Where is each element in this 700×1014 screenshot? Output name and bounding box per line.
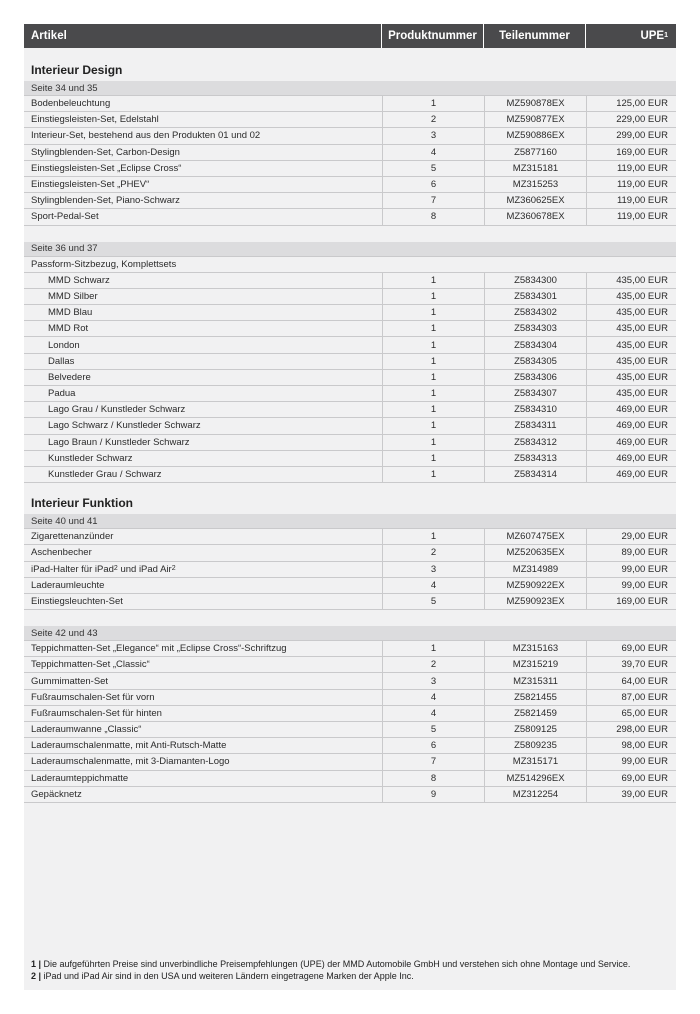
cell-produktnummer: 1 [382, 451, 484, 466]
table-row [24, 594, 676, 610]
cell-artikel [24, 738, 382, 753]
artikel-text: Lago Schwarz / Kunstleder Schwarz [48, 420, 201, 432]
cell-produktnummer: 4 [382, 706, 484, 721]
table-row [24, 177, 676, 193]
table-row [24, 529, 676, 545]
cell-upe: 99,00 EUR [586, 754, 676, 769]
artikel-text: Kunstleder Schwarz [48, 452, 133, 464]
artikel-text: Zigarettenanzünder [31, 531, 114, 543]
artikel-text: MMD Blau [48, 307, 93, 319]
artikel-text: Padua [48, 388, 76, 400]
cell-teilenummer: MZ360625EX [484, 193, 586, 208]
cell-produktnummer: 6 [382, 738, 484, 753]
cell-artikel [24, 451, 382, 466]
table-row [24, 787, 676, 803]
cell-produktnummer: 1 [382, 273, 484, 288]
artikel-text: Stylingblenden-Set, Carbon-Design [31, 146, 180, 158]
table-row [24, 418, 676, 434]
cell-teilenummer: Z5834306 [484, 370, 586, 385]
artikel-text: Einstiegsleisten-Set, Edelstahl [31, 114, 159, 126]
cell-teilenummer: MZ314989 [484, 562, 586, 577]
cell-upe: 469,00 EUR [586, 451, 676, 466]
group-label-row [24, 257, 676, 273]
cell-artikel [24, 771, 382, 786]
table-row [24, 451, 676, 467]
cell-upe: 119,00 EUR [586, 161, 676, 176]
cell-artikel [24, 467, 382, 482]
cell-teilenummer: MZ590878EX [484, 96, 586, 111]
cell-produktnummer: 9 [382, 787, 484, 802]
cell-upe: 65,00 EUR [586, 706, 676, 721]
header-artikel: Artikel [24, 24, 382, 48]
table-row [24, 738, 676, 754]
artikel-text: Teppichmatten-Set „Classic“ [31, 659, 150, 671]
group-label: Passform-Sitzbezug, Komplettsets [31, 258, 177, 270]
table-row [24, 193, 676, 209]
cell-teilenummer: MZ590923EX [484, 594, 586, 609]
cell-produktnummer: 5 [382, 722, 484, 737]
cell-artikel [24, 641, 382, 656]
cell-teilenummer: Z5821455 [484, 690, 586, 705]
cell-produktnummer: 1 [382, 467, 484, 482]
page-reference: Seite 42 und 43 [24, 626, 676, 641]
cell-teilenummer: MZ590886EX [484, 128, 586, 143]
table-row [24, 386, 676, 402]
page-reference: Seite 34 und 35 [24, 81, 676, 96]
artikel-text: Laderaumleuchte [31, 579, 105, 591]
cell-upe: 469,00 EUR [586, 435, 676, 450]
cell-teilenummer: MZ315219 [484, 657, 586, 672]
table-body [24, 48, 676, 803]
cell-upe: 435,00 EUR [586, 337, 676, 352]
cell-artikel [24, 128, 382, 143]
cell-upe: 99,00 EUR [586, 562, 676, 577]
artikel-text: Stylingblenden-Set, Piano-Schwarz [31, 195, 180, 207]
footnote-1 [31, 958, 671, 970]
header-teilenummer: Teilenummer [484, 24, 586, 48]
cell-upe: 39,00 EUR [586, 787, 676, 802]
cell-artikel [24, 657, 382, 672]
table-row [24, 641, 676, 657]
cell-upe: 119,00 EUR [586, 177, 676, 192]
artikel-text: Bodenbeleuchtung [31, 98, 111, 110]
cell-produktnummer: 5 [382, 594, 484, 609]
footnote-2-number: 2 | [31, 971, 42, 981]
artikel-text: Lago Braun / Kunstleder Schwarz [48, 436, 190, 448]
artikel-text: iPad-Halter für iPad [31, 563, 114, 575]
cell-teilenummer: Z5834301 [484, 289, 586, 304]
page-reference: Seite 40 und 41 [24, 514, 676, 529]
cell-artikel [24, 787, 382, 802]
artikel-text: Laderaumwanne „Classic“ [31, 724, 142, 736]
cell-teilenummer: MZ312254 [484, 787, 586, 802]
cell-teilenummer: Z5834311 [484, 418, 586, 433]
cell-artikel [24, 145, 382, 160]
price-list-page [24, 24, 676, 990]
artikel-text: Dallas [48, 355, 75, 367]
cell-artikel [24, 386, 382, 401]
table-row [24, 706, 676, 722]
cell-artikel [24, 354, 382, 369]
footnote-1-number: 1 | [31, 959, 42, 969]
table-row [24, 96, 676, 112]
cell-teilenummer: MZ315253 [484, 177, 586, 192]
artikel-text: Einstiegsleisten-Set „Eclipse Cross“ [31, 162, 182, 174]
cell-produktnummer: 1 [382, 529, 484, 544]
cell-artikel [24, 273, 382, 288]
cell-produktnummer: 1 [382, 337, 484, 352]
artikel-text: MMD Silber [48, 290, 98, 302]
cell-produktnummer: 1 [382, 435, 484, 450]
artikel-text: Fußraumschalen-Set für hinten [31, 707, 162, 719]
cell-teilenummer: Z5877160 [484, 145, 586, 160]
cell-produktnummer: 1 [382, 402, 484, 417]
cell-upe: 435,00 EUR [586, 370, 676, 385]
cell-produktnummer: 4 [382, 690, 484, 705]
cell-upe: 435,00 EUR [586, 354, 676, 369]
cell-teilenummer: MZ315171 [484, 754, 586, 769]
artikel-text: Interieur-Set, bestehend aus den Produkten 01 und 02 [31, 130, 261, 142]
cell-upe: 69,00 EUR [586, 641, 676, 656]
group-spacer [24, 610, 676, 626]
cell-teilenummer: MZ360678EX [484, 209, 586, 224]
cell-artikel [24, 722, 382, 737]
cell-teilenummer: MZ315163 [484, 641, 586, 656]
artikel-text: Aschenbecher [31, 547, 92, 559]
cell-produktnummer: 6 [382, 177, 484, 192]
table-header [24, 24, 676, 48]
cell-teilenummer: MZ607475EX [484, 529, 586, 544]
artikel-text: Belvedere [48, 371, 91, 383]
cell-teilenummer: Z5834307 [484, 386, 586, 401]
cell-upe: 64,00 EUR [586, 673, 676, 688]
cell-produktnummer: 1 [382, 305, 484, 320]
table-row [24, 562, 676, 578]
cell-artikel [24, 321, 382, 336]
artikel-text: Laderaumteppichmatte [31, 772, 129, 784]
artikel-text: MMD Rot [48, 323, 89, 335]
cell-produktnummer: 1 [382, 321, 484, 336]
cell-upe: 469,00 EUR [586, 418, 676, 433]
artikel-text: Einstiegsleuchten-Set [31, 595, 123, 607]
cell-artikel [24, 402, 382, 417]
cell-upe: 435,00 EUR [586, 321, 676, 336]
table-row [24, 145, 676, 161]
cell-upe: 469,00 EUR [586, 467, 676, 482]
cell-artikel [24, 418, 382, 433]
table-row [24, 754, 676, 770]
table-row [24, 690, 676, 706]
table-row [24, 771, 676, 787]
cell-produktnummer: 8 [382, 771, 484, 786]
cell-teilenummer: Z5809235 [484, 738, 586, 753]
cell-produktnummer: 5 [382, 161, 484, 176]
cell-artikel [24, 193, 382, 208]
cell-upe: 89,00 EUR [586, 545, 676, 560]
cell-upe: 119,00 EUR [586, 193, 676, 208]
cell-artikel [24, 754, 382, 769]
cell-produktnummer: 8 [382, 209, 484, 224]
cell-produktnummer: 1 [382, 289, 484, 304]
cell-artikel [24, 161, 382, 176]
cell-teilenummer: MZ315311 [484, 673, 586, 688]
artikel-text: London [48, 339, 80, 351]
artikel-text: Gepäcknetz [31, 788, 82, 800]
table-row [24, 209, 676, 225]
table-row [24, 657, 676, 673]
cell-upe: 69,00 EUR [586, 771, 676, 786]
cell-produktnummer: 1 [382, 96, 484, 111]
cell-teilenummer: MZ514296EX [484, 771, 586, 786]
table-row [24, 305, 676, 321]
artikel-text-cont: und iPad Air [117, 563, 172, 575]
cell-teilenummer: Z5834313 [484, 451, 586, 466]
cell-teilenummer: Z5834312 [484, 435, 586, 450]
table-row [24, 370, 676, 386]
cell-produktnummer: 3 [382, 562, 484, 577]
cell-artikel [24, 209, 382, 224]
artikel-text: MMD Schwarz [48, 274, 110, 286]
cell-produktnummer: 2 [382, 545, 484, 560]
cell-teilenummer: Z5834305 [484, 354, 586, 369]
cell-teilenummer: Z5834304 [484, 337, 586, 352]
cell-upe: 299,00 EUR [586, 128, 676, 143]
cell-artikel [24, 177, 382, 192]
table-row [24, 289, 676, 305]
cell-produktnummer: 1 [382, 418, 484, 433]
cell-artikel [24, 337, 382, 352]
cell-teilenummer: Z5834303 [484, 321, 586, 336]
header-produktnummer: Produktnummer [382, 24, 484, 48]
header-upe: UPE 1 [640, 30, 668, 42]
cell-produktnummer: 1 [382, 370, 484, 385]
table-row [24, 112, 676, 128]
cell-upe: 29,00 EUR [586, 529, 676, 544]
cell-artikel: iPad-Halter für iPad 2 und iPad Air 2 [31, 563, 176, 575]
cell-upe: 435,00 EUR [586, 273, 676, 288]
cell-produktnummer: 2 [382, 112, 484, 127]
cell-produktnummer: 4 [382, 578, 484, 593]
cell-produktnummer: 1 [382, 641, 484, 656]
footnote-2 [31, 970, 671, 982]
section-title: Interieur Design [31, 63, 123, 77]
artikel-text: Lago Grau / Kunstleder Schwarz [48, 404, 186, 416]
table-row [24, 402, 676, 418]
cell-teilenummer: Z5834310 [484, 402, 586, 417]
cell-artikel [24, 305, 382, 320]
artikel-text: Laderaumschalenmatte, mit Anti-Rutsch-Matte [31, 740, 227, 752]
artikel-text: Gummimatten-Set [31, 675, 109, 687]
cell-teilenummer: Z5834300 [484, 273, 586, 288]
cell-teilenummer: MZ590877EX [484, 112, 586, 127]
table-row [24, 545, 676, 561]
cell-upe: 99,00 EUR [586, 578, 676, 593]
cell-artikel [24, 545, 382, 560]
cell-upe: 435,00 EUR [586, 386, 676, 401]
cell-upe: 298,00 EUR [586, 722, 676, 737]
cell-teilenummer: Z5809125 [484, 722, 586, 737]
cell-artikel [24, 370, 382, 385]
cell-produktnummer: 3 [382, 128, 484, 143]
table-row [24, 467, 676, 483]
cell-upe: 98,00 EUR [586, 738, 676, 753]
artikel-text: Teppichmatten-Set „Elegance“ mit „Eclipse Cross“-Schriftzug [31, 643, 287, 655]
cell-teilenummer: Z5821459 [484, 706, 586, 721]
group-spacer [24, 226, 676, 242]
cell-teilenummer: Z5834302 [484, 305, 586, 320]
cell-upe: 39,70 EUR [586, 657, 676, 672]
cell-teilenummer: MZ590922EX [484, 578, 586, 593]
artikel-text: Sport-Pedal-Set [31, 211, 99, 223]
table-row [24, 161, 676, 177]
cell-produktnummer: 1 [382, 386, 484, 401]
table-row [24, 722, 676, 738]
cell-produktnummer: 4 [382, 145, 484, 160]
cell-produktnummer: 7 [382, 193, 484, 208]
cell-artikel [24, 112, 382, 127]
page-reference: Seite 36 und 37 [24, 242, 676, 257]
cell-artikel [24, 594, 382, 609]
header-upe-label: UPE [640, 30, 665, 42]
cell-artikel [24, 529, 382, 544]
cell-artikel [24, 673, 382, 688]
cell-upe: 469,00 EUR [586, 402, 676, 417]
footnotes [31, 958, 671, 982]
footnote-2-text: iPad und iPad Air sind in den USA und weiteren Ländern eingetragene Marken der Apple Inc. [41, 971, 414, 981]
cell-upe: 119,00 EUR [586, 209, 676, 224]
section-title: Interieur Funktion [31, 496, 133, 511]
cell-artikel [24, 289, 382, 304]
cell-teilenummer: Z5834314 [484, 467, 586, 482]
cell-produktnummer: 1 [382, 354, 484, 369]
cell-produktnummer: 2 [382, 657, 484, 672]
artikel-text: Fußraumschalen-Set für vorn [31, 691, 155, 703]
cell-teilenummer: MZ520635EX [484, 545, 586, 560]
cell-artikel [24, 435, 382, 450]
cell-upe: 169,00 EUR [586, 145, 676, 160]
cell-produktnummer: 7 [382, 754, 484, 769]
cell-upe: 87,00 EUR [586, 690, 676, 705]
artikel-text: Laderaumschalenmatte, mit 3-Diamanten-Logo [31, 756, 230, 768]
cell-produktnummer: 3 [382, 673, 484, 688]
table-row [24, 578, 676, 594]
table-row [24, 354, 676, 370]
table-row [24, 435, 676, 451]
footnote-1-text: Die aufgeführten Preise sind unverbindliche Preisempfehlungen (UPE) der MMD Automobile GmbH und verstehen sich ohne Montage und Service. [41, 959, 631, 969]
cell-upe: 435,00 EUR [586, 305, 676, 320]
cell-teilenummer: MZ315181 [484, 161, 586, 176]
table-row [24, 128, 676, 144]
cell-artikel [24, 96, 382, 111]
cell-upe: 169,00 EUR [586, 594, 676, 609]
cell-upe: 229,00 EUR [586, 112, 676, 127]
cell-upe: 435,00 EUR [586, 289, 676, 304]
table-row [24, 273, 676, 289]
artikel-text: Kunstleder Grau / Schwarz [48, 469, 162, 481]
cell-artikel [24, 690, 382, 705]
table-row [24, 337, 676, 353]
table-row [24, 673, 676, 689]
cell-artikel [24, 706, 382, 721]
cell-artikel [24, 578, 382, 593]
table-row [24, 321, 676, 337]
cell-upe: 125,00 EUR [586, 96, 676, 111]
artikel-text: Einstiegsleisten-Set „PHEV“ [31, 179, 150, 191]
